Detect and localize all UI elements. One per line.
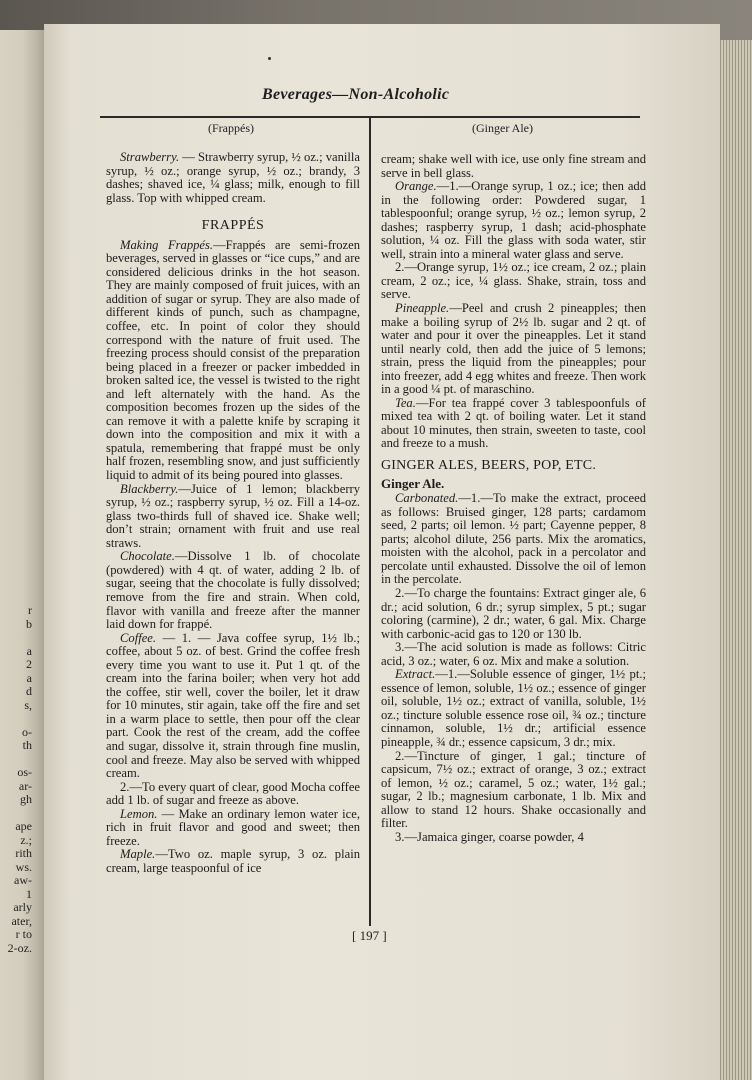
recipe-paragraph bbox=[381, 397, 646, 451]
text-fragment: ape bbox=[15, 820, 32, 833]
left-paragraphs bbox=[106, 239, 360, 876]
running-head: Beverages—Non-Alcoholic bbox=[262, 86, 450, 103]
recipe-text: — 1. — Java coffee syrup, 1½ lb.; coffee, about 5 oz. of best. Grind the coffee fresh every time you want to use it. Put 1 qt. of the cream into the farina boiler; when very hot add the coffee, stir well, cover the boiler, let it draw for 10 minutes, stir again, take off the fire and set in a warm place to settle, then pour off the clear part. Cook the rest of the cream, add the coffee and sugar, dissolve it, strain through fine muslin, cool and freeze. May also be served with whipped cream. bbox=[106, 630, 360, 781]
text-fragment: 2-oz. bbox=[7, 941, 32, 955]
text-fragment: o- bbox=[22, 725, 32, 739]
page-number: [ 197 ] bbox=[352, 928, 387, 943]
recipe-text: 2.—Tincture of ginger, 1 gal.; tincture of capsicum, 7½ oz.; extract of orange, 3 oz.; extract of lemon, ½ oz.; caramel, 5 oz.; water, 1½ gal.; sugar, 2 lb.; magnesium carbonate, 1 lb. Mix and allow to stand 12 hours. Shake occasionally and filter. bbox=[381, 748, 646, 831]
facing-page-edge bbox=[0, 30, 46, 1080]
recipe-title: Strawberry. bbox=[120, 150, 180, 164]
recipe-paragraph bbox=[381, 831, 646, 845]
text-fragment bbox=[2, 753, 32, 767]
subheading-ginger-ale: Ginger Ale. bbox=[381, 475, 445, 491]
recipe-title: Chocolate. bbox=[120, 549, 175, 564]
recipe-title: Orange. bbox=[395, 179, 437, 194]
recipe-text: 2.—To charge the fountains: Extract ginger ale, 6 dr.; acid solution, 6 dr.; syrup simplex, 5 pt.; sugar coloring (carmine), 2 dr.; water, 6 gal. Mix. Charge with carbonic-acid gas to 120 or 130 lb. bbox=[381, 585, 646, 641]
right-paragraphs-frappes bbox=[381, 180, 646, 451]
recipe-text: 3.—Jamaica ginger, coarse powder, 4 bbox=[395, 829, 584, 844]
text-fragment: aw- bbox=[14, 874, 32, 887]
recipe-strawberry bbox=[106, 151, 360, 205]
text-fragment: 2 bbox=[26, 658, 32, 671]
facing-page-text-fragments bbox=[2, 604, 32, 955]
text-fragment: ater, bbox=[11, 914, 32, 928]
text-fragment bbox=[2, 807, 32, 821]
text-fragment bbox=[2, 631, 32, 645]
recipe-text: —Dissolve 1 lb. of chocolate (powdered) with 4 qt. of water, adding 2 lb. of sugar, seeing that the chocolate is fully dissolved; remove from the fire and strain. When cold, flavor with vanilla and freeze after the manner laid down for frappé. bbox=[106, 549, 360, 632]
recipe-title: Tea. bbox=[395, 395, 416, 410]
page-stack-edge bbox=[718, 40, 752, 1080]
section-heading-ginger-ales: GINGER ALES, BEERS, POP, ETC. bbox=[381, 458, 597, 474]
section-heading-frappes: FRAPPÉS bbox=[201, 218, 265, 234]
recipe-title: Lemon. bbox=[120, 806, 158, 821]
recipe-paragraph bbox=[106, 848, 360, 875]
recipe-paragraph bbox=[106, 632, 360, 781]
left-column-header: (Frappés) bbox=[208, 121, 254, 135]
recipe-text: —1.—Soluble essence of ginger, 1½ pt.; essence of lemon, soluble, 1½ oz.; essence of ginger oil, soluble, 1½ oz.; extract of vanilla, soluble, 1½ oz.; tincture soluble essence rose oil, ¾ oz.; tincture cinnamon, soluble, 1½ dr.; artificial essence pineapple, ¾ dr.; essence capsicum, 3 dr.; mix. bbox=[381, 667, 646, 749]
recipe-title: Carbonated. bbox=[395, 491, 459, 506]
recipe-text: 3.—The acid solution is made as follows: Citric acid, 3 oz.; water, 6 oz. Mix and make a solution. bbox=[381, 640, 646, 668]
left-column bbox=[106, 151, 360, 875]
recipe-paragraph bbox=[381, 587, 646, 641]
recipe-text: 2.—Orange syrup, 1½ oz.; ice cream, 2 oz.; plain cream, 2 oz.; ice, ¼ glass. Shake, strain, toss and serve. bbox=[381, 260, 646, 302]
recipe-paragraph bbox=[381, 180, 646, 261]
recipe-text: —Juice of 1 lemon; blackberry syrup, ½ oz.; raspberry syrup, ½ oz. Fill a 14-oz. glass two-thirds full of shaved ice. Shake well; don’t strain; ornament with fruit and use real straws. bbox=[106, 481, 360, 550]
recipe-text: —1.—Orange syrup, 1 oz.; ice; then add in the following order: Powdered sugar, 1 tablespoonful; orange syrup, ½ oz.; lemon syrup, 2 dashes; raspberry syrup, 1 dash; acid-phosphate solution, ¼ oz. Fill the glass with soda water, stir well, strain into a mineral water glass and serve. bbox=[381, 179, 646, 261]
text-fragment: a bbox=[26, 671, 32, 685]
text-fragment: rith bbox=[15, 847, 32, 860]
text-fragment: r bbox=[28, 604, 32, 617]
text-fragment: b bbox=[26, 617, 32, 631]
text-fragment: ws. bbox=[15, 860, 32, 874]
recipe-paragraph bbox=[381, 750, 646, 831]
text-fragment: s, bbox=[24, 698, 32, 712]
page-mark bbox=[268, 57, 271, 60]
recipe-text: —Frappés are semi-frozen beverages, served in glasses or “ice cups,” and are considered delicious drinks in the hot season. They are mainly composed of fruit juices, with an addition of sugar or syrup. They are also made of different kinds of punch, such as champagne, coffee, etc. In point of color they should correspond with the nature of fruit used. The freezing process should consist of the preparation being placed in a freezer or packer imbedded in broken salted ice, the vessel is twisted to the right and left alternately with the hand. As the composition becomes frozen up the sides of the can remove it with a palette knife by scraping it down into the composition and mix it with a spatula, remembering that frappé must be only half frozen, resembling snow, and just sufficiently liquid to admit of its being poured into glasses. bbox=[106, 237, 360, 483]
recipe-paragraph bbox=[381, 492, 646, 587]
text-fragment: z.; bbox=[20, 833, 32, 847]
recipe-text: —1.—To make the extract, proceed as follows: Bruised ginger, 128 parts; cardamom seed, 2 parts; oil lemon. ½ part; Cayenne pepper, 8 parts; alcohol dilute, 256 parts. Mix the aromatics, moisten with the alcohol, pack in a percolator and percolate until exhausted. Dissolve the oil of lemon in the percolate. bbox=[381, 491, 646, 587]
recipe-title: Maple. bbox=[120, 847, 156, 862]
column-divider bbox=[369, 118, 371, 926]
recipe-paragraph bbox=[106, 781, 360, 808]
recipe-paragraph bbox=[381, 641, 646, 668]
recipe-text: —Two oz. maple syrup, 3 oz. plain cream, large teaspoonful of ice bbox=[106, 847, 360, 875]
recipe-paragraph bbox=[381, 261, 646, 302]
recipe-paragraph bbox=[381, 302, 646, 397]
right-column-header: (Ginger Ale) bbox=[472, 121, 533, 135]
recipe-title: Pineapple. bbox=[395, 301, 450, 316]
text-fragment: 1 bbox=[26, 887, 32, 901]
recipe-paragraph bbox=[106, 239, 360, 483]
text-fragment bbox=[2, 712, 32, 726]
recipe-title: Making Frappés. bbox=[120, 237, 214, 252]
recipe-paragraph bbox=[106, 550, 360, 631]
text-fragment: ar- bbox=[18, 779, 32, 793]
text-fragment: d bbox=[26, 685, 32, 698]
recipe-title: Coffee. bbox=[120, 630, 157, 645]
recipe-title: Extract. bbox=[395, 667, 436, 682]
text-fragment: os- bbox=[17, 766, 32, 779]
recipe-text: —Peel and crush 2 pineapples; then make a boiling syrup of 2½ lb. sugar and 2 qt. of water and pour it over the pineapples. Let it stand until nearly cold, then add the juice of 5 lemons; strain, press the liquid from the pineapples; pour into freezer, add 4 egg whites and freeze. Then work in a good ¼ pt. of maraschino. bbox=[381, 301, 646, 397]
recipe-paragraph bbox=[106, 808, 360, 849]
recipe-text: — Make an ordinary lemon water ice, rich in fruit flavor and good and sweet; then freeze. bbox=[106, 806, 360, 848]
recipe-paragraph bbox=[106, 483, 360, 551]
text-fragment: gh bbox=[20, 793, 32, 806]
text-fragment: a bbox=[26, 644, 32, 658]
continuation-text: cream; shake well with ice, use only fine stream and serve in bell glass. bbox=[381, 152, 646, 180]
recipe-text: 2.—To every quart of clear, good Mocha coffee add 1 lb. of sugar and freeze as above. bbox=[106, 779, 361, 808]
text-fragment: arly bbox=[13, 901, 32, 914]
text-fragment: r to bbox=[15, 928, 32, 941]
recipe-paragraph bbox=[381, 668, 646, 749]
text-fragment: th bbox=[22, 739, 32, 752]
right-column bbox=[381, 153, 646, 844]
recipe-title: Blackberry. bbox=[120, 481, 179, 496]
recipe-text: — Strawberry syrup, ½ oz.; vanilla syrup, ½ oz.; orange syrup, ½ oz.; brandy, 3 dashes; shaved ice, ¼ glass; milk, enough to fill glass. Top with whipped cream. bbox=[106, 150, 360, 205]
right-paragraphs-ginger-ale bbox=[381, 492, 646, 844]
recipe-text: —For tea frappé cover 3 tablespoonfuls of mixed tea with 2 qt. of boiling water. Let it stand about 10 minutes, then strain, sweeten to taste, cool and freeze to a mush. bbox=[381, 395, 646, 451]
